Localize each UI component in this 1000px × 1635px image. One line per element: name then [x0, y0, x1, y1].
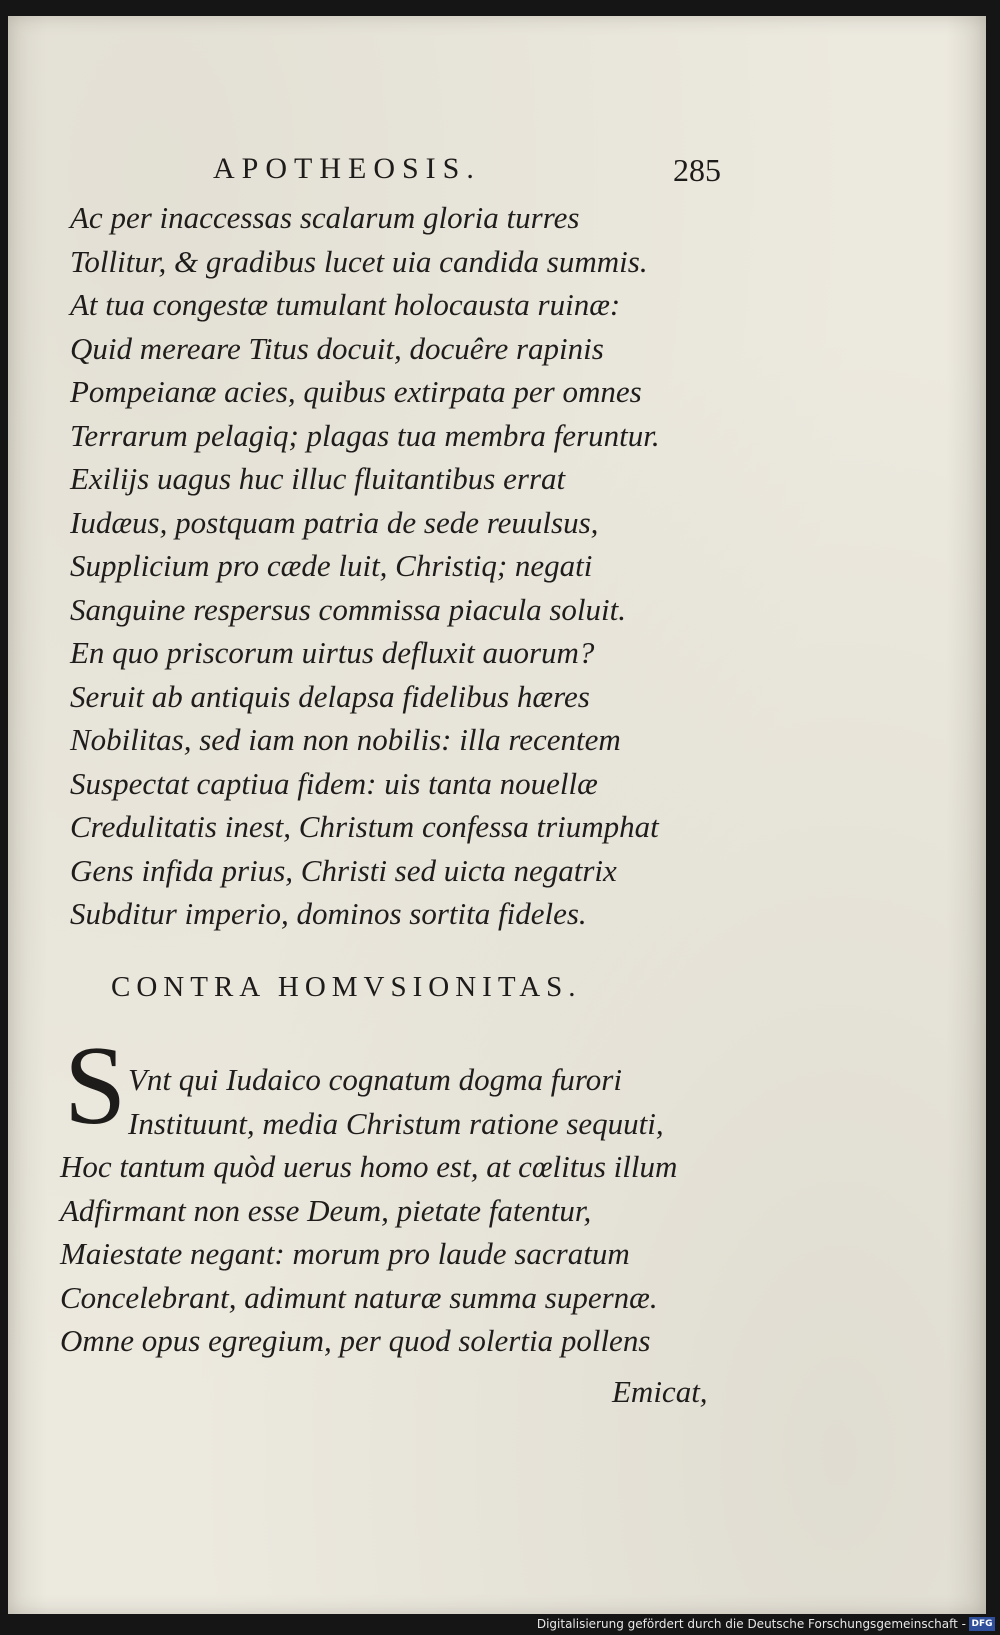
drop-capital: S [64, 1024, 127, 1148]
verse-line: Vnt qui Iudaico cognatum dogma furori [128, 1062, 622, 1097]
verse-line: At tua congestæ tumulant holocausta ruinæ: [70, 287, 621, 322]
verse-line: Tollitur, & gradibus lucet uia candida summis. [70, 243, 648, 279]
catchword: Emicat, [612, 1374, 708, 1409]
verse-line: Iudæus, postquam patria de sede reuulsus, [70, 504, 599, 540]
verse-line: Subditur imperio, dominos sortita fideles. [70, 896, 587, 931]
digitization-footer [0, 1614, 1000, 1635]
verse-line: Gens infida prius, Christi sed uicta negatrix [70, 852, 617, 888]
footer-credit: Digitalisierung gefördert durch die Deutsche Forschungsgemeinschaft - [536, 1617, 966, 1631]
verse-line: Credulitatis inest, Christum confessa triumphat [70, 809, 659, 844]
verse-line: Instituunt, media Christum ratione sequuti, [128, 1105, 664, 1141]
verse-line: Terrarum pelagiq; plagas tua membra feruntur. [70, 417, 660, 453]
running-title: APOTHEOSIS. [213, 152, 481, 185]
verse-line: Ac per inaccessas scalarum gloria turres [70, 200, 580, 235]
verse-line: Adfirmant non esse Deum, pietate fatentur, [60, 1192, 592, 1228]
verse-line: Exilijs uagus huc illuc fluitantibus errat [70, 461, 566, 496]
verse-line: Quid mereare Titus docuit, docuêre rapinis [70, 330, 604, 366]
dfg-logo: DFG [969, 1617, 995, 1631]
running-head [8, 152, 986, 192]
verse-line: En quo priscorum uirtus defluxit auorum? [70, 635, 595, 670]
verse-block-contra [60, 1058, 677, 1363]
book-page [8, 16, 986, 1614]
verse-line: Omne opus egregium, per quod solertia pollens [60, 1323, 651, 1358]
verse-line: Nobilitas, sed iam non nobilis: illa recentem [70, 722, 621, 757]
verse-line: Concelebrant, adimunt naturæ summa supernæ. [60, 1279, 658, 1315]
verse-block-apotheosis [70, 196, 660, 936]
verse-line: Maiestate negant: morum pro laude sacratum [60, 1236, 630, 1271]
verse-line: Seruit ab antiquis delapsa fidelibus hæres [70, 678, 590, 714]
verse-line: Supplicium pro cæde luit, Christiq; negati [70, 548, 593, 583]
section-heading: CONTRA HOMVSIONITAS. [111, 971, 582, 1003]
page-number: 285 [673, 152, 721, 188]
verse-line: Suspectat captiua fidem: uis tanta nouellæ [70, 765, 598, 801]
verse-line: Hoc tantum quòd uerus homo est, at cœlitus illum [60, 1149, 678, 1184]
verse-line: Sanguine respersus commissa piacula soluit. [70, 591, 626, 627]
verse-line: Pompeianæ acies, quibus extirpata per omnes [70, 374, 642, 409]
